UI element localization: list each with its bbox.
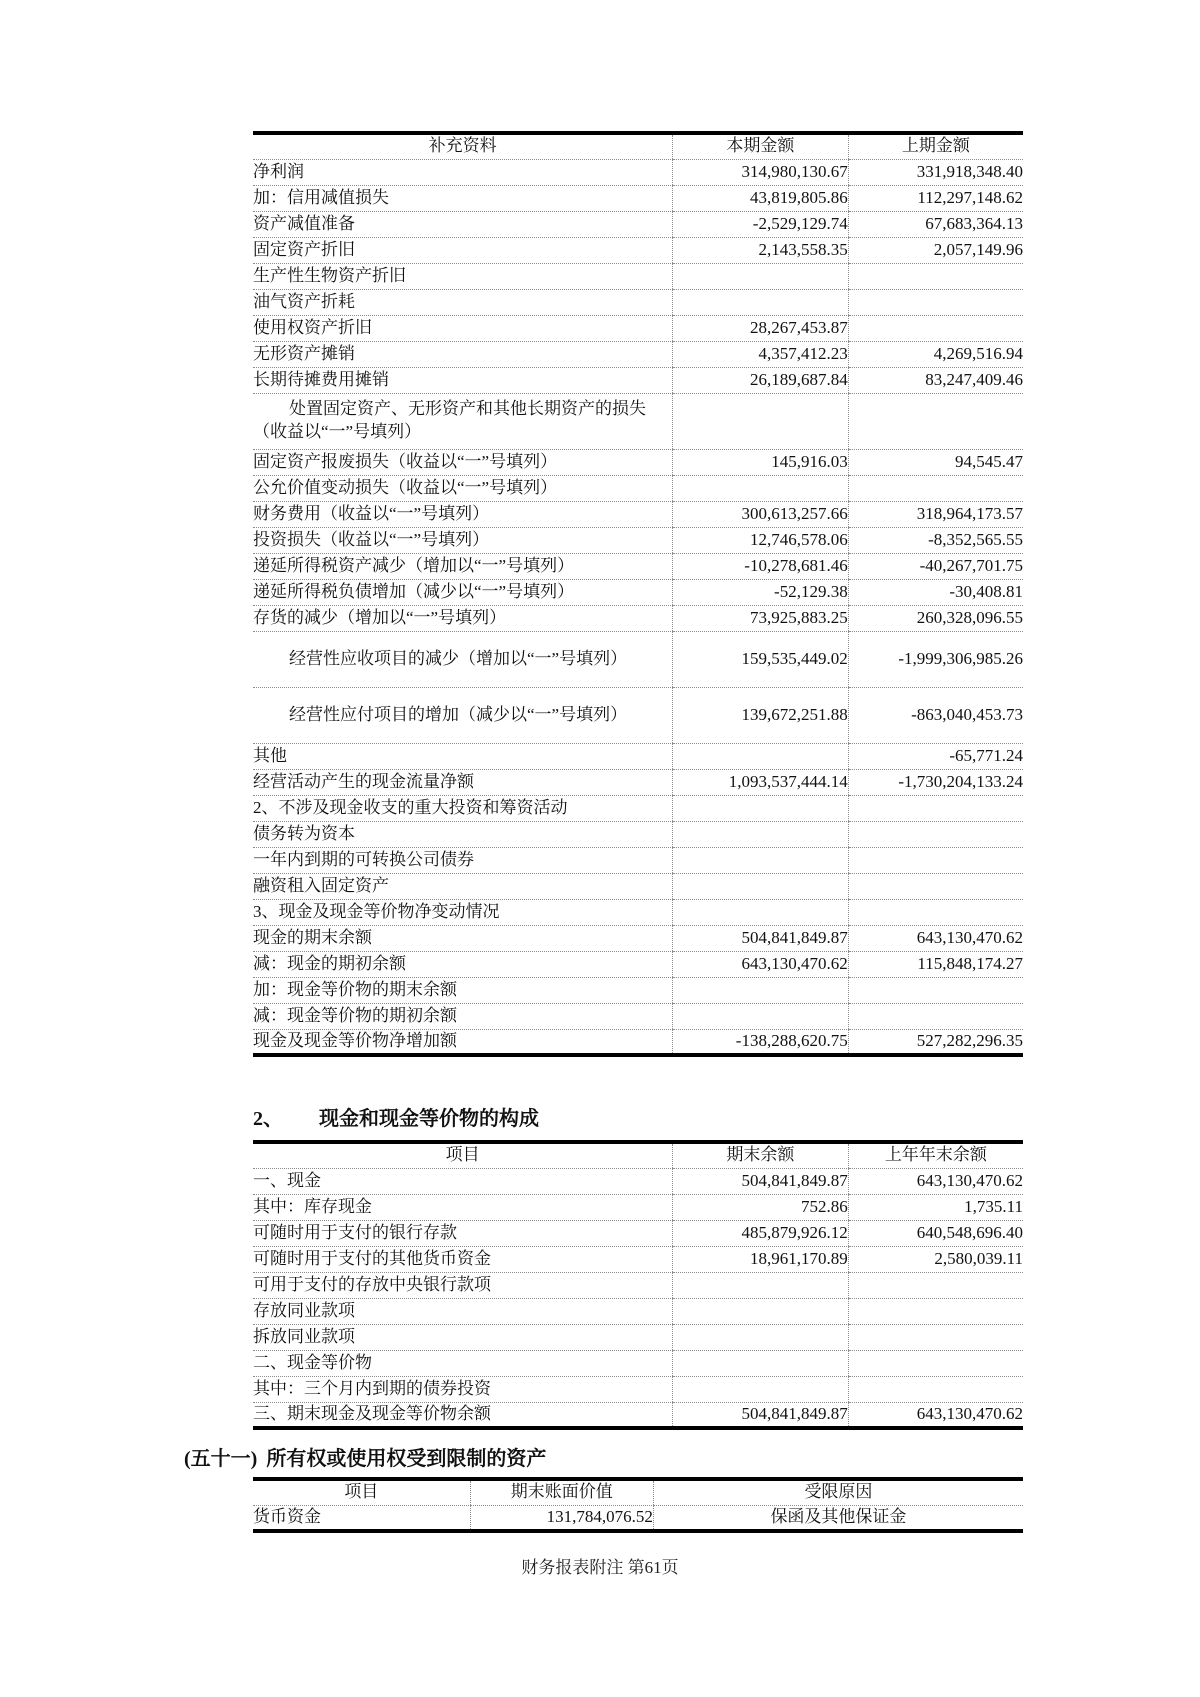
row-value-cell: 4,357,412.23 xyxy=(673,341,849,367)
row-value-cell: -30,408.81 xyxy=(848,579,1023,605)
row-value-cell xyxy=(848,393,1023,449)
row-value-cell: 643,130,470.62 xyxy=(848,1168,1023,1194)
table-body xyxy=(253,159,1023,1055)
row-value-cell: -1,730,204,133.24 xyxy=(848,769,1023,795)
row-value-cell: 83,247,409.46 xyxy=(848,367,1023,393)
row-label-cell: 债务转为资本 xyxy=(253,821,673,847)
row-label-cell: 公允价值变动损失（收益以“一”号填列） xyxy=(253,475,673,501)
supplementary-cash-flow-table xyxy=(253,131,1023,1057)
row-value-cell: 159,535,449.02 xyxy=(673,631,849,687)
section-51-title-text: 所有权或使用权受到限制的资产 xyxy=(266,1448,547,1470)
row-label-cell: 现金的期末余额 xyxy=(253,925,673,951)
header-prior-amount: 上期金额 xyxy=(848,133,1023,159)
row-value-cell: -8,352,565.55 xyxy=(848,527,1023,553)
table-body xyxy=(253,1505,1023,1531)
row-value-cell xyxy=(673,1003,849,1029)
row-value-cell xyxy=(673,1298,849,1324)
table-row xyxy=(253,873,1023,899)
header-restriction-reason: 受限原因 xyxy=(653,1479,1023,1505)
row-label-cell: 经营性应收项目的减少（增加以“一”号填列） xyxy=(253,631,673,687)
row-value-cell: 1,093,537,444.14 xyxy=(673,769,849,795)
page-footer: 财务报表附注 第61页 xyxy=(521,1558,679,1577)
table-row xyxy=(253,1350,1023,1376)
row-value-cell: -863,040,453.73 xyxy=(848,687,1023,743)
row-value-cell xyxy=(673,1324,849,1350)
section-2-number: 2、 xyxy=(253,1108,283,1130)
row-value-cell: 139,672,251.88 xyxy=(673,687,849,743)
header-item: 项目 xyxy=(253,1142,673,1168)
row-label-cell: 处置固定资产、无形资产和其他长期资产的损失（收益以“一”号填列） xyxy=(253,393,673,449)
row-value-cell: 112,297,148.62 xyxy=(848,185,1023,211)
row-value-cell xyxy=(848,475,1023,501)
table-row xyxy=(253,1376,1023,1402)
table-row xyxy=(253,743,1023,769)
row-value-cell: 504,841,849.87 xyxy=(673,1402,849,1428)
table-row xyxy=(253,1168,1023,1194)
header-ending-balance: 期末余额 xyxy=(673,1142,849,1168)
row-label-cell: 固定资产折旧 xyxy=(253,237,673,263)
table-row xyxy=(253,1402,1023,1428)
table-row xyxy=(253,315,1023,341)
row-value-cell xyxy=(848,847,1023,873)
row-label-cell: 其他 xyxy=(253,743,673,769)
header-item: 项目 xyxy=(253,1479,470,1505)
table-row xyxy=(253,237,1023,263)
row-label-cell: 一、现金 xyxy=(253,1168,673,1194)
row-value-cell: 73,925,883.25 xyxy=(673,605,849,631)
row-value-cell: 保函及其他保证金 xyxy=(653,1505,1023,1531)
row-label-cell: 递延所得税负债增加（减少以“一”号填列） xyxy=(253,579,673,605)
table-row xyxy=(253,1220,1023,1246)
row-value-cell xyxy=(673,393,849,449)
row-label-cell: 投资损失（收益以“一”号填列） xyxy=(253,527,673,553)
row-label-cell: 三、期末现金及现金等价物余额 xyxy=(253,1403,491,1423)
row-label-cell: 融资租入固定资产 xyxy=(253,873,673,899)
header-row xyxy=(253,133,1023,159)
row-value-cell: -52,129.38 xyxy=(673,579,849,605)
table-row xyxy=(253,821,1023,847)
row-value-cell xyxy=(848,1003,1023,1029)
row-label-cell: 递延所得税资产减少（增加以“一”号填列） xyxy=(253,553,673,579)
row-value-cell: 527,282,296.35 xyxy=(848,1029,1023,1055)
row-value-cell: 43,819,805.86 xyxy=(673,185,849,211)
row-value-cell: 4,269,516.94 xyxy=(848,341,1023,367)
row-value-cell xyxy=(848,1272,1023,1298)
table-row xyxy=(253,289,1023,315)
row-value-cell xyxy=(848,899,1023,925)
row-label-cell: 固定资产报废损失（收益以“一”号填列） xyxy=(253,449,673,475)
table-body xyxy=(253,1168,1023,1428)
row-label-cell: 拆放同业款项 xyxy=(253,1324,673,1350)
table-row xyxy=(253,393,1023,449)
row-value-cell: 314,980,130.67 xyxy=(673,159,849,185)
row-value-cell xyxy=(848,977,1023,1003)
table-header xyxy=(253,1479,1023,1505)
row-value-cell xyxy=(673,977,849,1003)
table-row xyxy=(253,951,1023,977)
row-value-cell: 2,057,149.96 xyxy=(848,237,1023,263)
table-row xyxy=(253,847,1023,873)
table-row xyxy=(253,925,1023,951)
row-value-cell: -40,267,701.75 xyxy=(848,553,1023,579)
row-value-cell: 331,918,348.40 xyxy=(848,159,1023,185)
cash-composition-table xyxy=(253,1140,1023,1430)
row-value-cell: 260,328,096.55 xyxy=(848,605,1023,631)
table-row xyxy=(253,977,1023,1003)
table-row xyxy=(253,1194,1023,1220)
row-value-cell: 1,735.11 xyxy=(848,1194,1023,1220)
table-row xyxy=(253,185,1023,211)
table-row xyxy=(253,1029,1023,1055)
row-label-cell: 加：现金等价物的期末余额 xyxy=(253,977,673,1003)
row-label-cell: 长期待摊费用摊销 xyxy=(253,367,673,393)
header-row xyxy=(253,1142,1023,1168)
row-value-cell: 752.86 xyxy=(673,1194,849,1220)
row-value-cell xyxy=(848,1350,1023,1376)
table-row xyxy=(253,341,1023,367)
row-value-cell xyxy=(673,1376,849,1402)
row-label-cell: 资产减值准备 xyxy=(253,211,673,237)
table-row xyxy=(253,263,1023,289)
row-label-cell: 加：信用减值损失 xyxy=(253,185,673,211)
header-ending-book-value: 期末账面价值 xyxy=(470,1479,653,1505)
row-label-cell: 油气资产折耗 xyxy=(253,289,673,315)
row-label-cell: 二、现金等价物 xyxy=(253,1350,673,1376)
row-value-cell: 115,848,174.27 xyxy=(848,951,1023,977)
row-value-cell: 640,548,696.40 xyxy=(848,1220,1023,1246)
row-value-cell: -1,999,306,985.26 xyxy=(848,631,1023,687)
row-label-cell: 其中：库存现金 xyxy=(253,1194,673,1220)
row-label-cell: 使用权资产折旧 xyxy=(253,315,673,341)
row-label-cell: 3、现金及现金等价物净变动情况 xyxy=(253,899,673,925)
table-row xyxy=(253,553,1023,579)
row-value-cell xyxy=(848,1324,1023,1350)
header-prior-year-end-balance: 上年年末余额 xyxy=(848,1142,1023,1168)
row-value-cell xyxy=(673,899,849,925)
row-label-cell: 一年内到期的可转换公司债券 xyxy=(253,847,673,873)
row-value-cell xyxy=(673,821,849,847)
row-value-cell: 28,267,453.87 xyxy=(673,315,849,341)
table-row xyxy=(253,449,1023,475)
table-row xyxy=(253,1246,1023,1272)
row-value-cell: 67,683,364.13 xyxy=(848,211,1023,237)
row-value-cell xyxy=(848,873,1023,899)
row-value-cell xyxy=(673,475,849,501)
row-label-cell: 可随时用于支付的其他货币资金 xyxy=(253,1246,673,1272)
row-label-cell: 其中：三个月内到期的债券投资 xyxy=(253,1376,673,1402)
row-value-cell: 318,964,173.57 xyxy=(848,501,1023,527)
row-label-cell: 财务费用（收益以“一”号填列） xyxy=(253,501,673,527)
row-value-cell: 26,189,687.84 xyxy=(673,367,849,393)
table-header xyxy=(253,133,1023,159)
table-row xyxy=(253,1324,1023,1350)
row-value-cell: 504,841,849.87 xyxy=(673,1168,849,1194)
row-value-cell: 300,613,257.66 xyxy=(673,501,849,527)
row-value-cell xyxy=(848,315,1023,341)
restricted-assets-table xyxy=(253,1477,1023,1533)
row-label-cell: 可用于支付的存放中央银行款项 xyxy=(253,1272,673,1298)
table-header xyxy=(253,1142,1023,1168)
row-value-cell xyxy=(848,795,1023,821)
table-row xyxy=(253,501,1023,527)
row-value-cell: 2,580,039.11 xyxy=(848,1246,1023,1272)
row-label-cell: 经营性应付项目的增加（减少以“一”号填列） xyxy=(253,687,673,743)
row-label-cell: 无形资产摊销 xyxy=(253,341,673,367)
row-label-cell: 减：现金等价物的期初余额 xyxy=(253,1003,673,1029)
row-value-cell xyxy=(848,1298,1023,1324)
row-value-cell: -2,529,129.74 xyxy=(673,211,849,237)
row-value-cell xyxy=(848,821,1023,847)
row-value-cell xyxy=(848,1376,1023,1402)
row-value-cell: 18,961,170.89 xyxy=(673,1246,849,1272)
row-value-cell: 504,841,849.87 xyxy=(673,925,849,951)
table-row xyxy=(253,527,1023,553)
section-51-heading xyxy=(184,1442,546,1471)
section-51-number: (五十一) xyxy=(184,1448,258,1470)
header-current-amount: 本期金额 xyxy=(673,133,849,159)
table-row xyxy=(253,1272,1023,1298)
table-row xyxy=(253,795,1023,821)
row-value-cell xyxy=(673,795,849,821)
row-value-cell: 643,130,470.62 xyxy=(848,1402,1023,1428)
row-value-cell xyxy=(848,289,1023,315)
row-label-cell: 货币资金 xyxy=(253,1506,321,1526)
header-supplementary-info: 补充资料 xyxy=(253,133,673,159)
row-value-cell xyxy=(673,847,849,873)
row-value-cell: 643,130,470.62 xyxy=(673,951,849,977)
row-value-cell: 94,545.47 xyxy=(848,449,1023,475)
table-row xyxy=(253,769,1023,795)
row-value-cell: 12,746,578.06 xyxy=(673,527,849,553)
table-row xyxy=(253,475,1023,501)
row-label-cell: 减：现金的期初余额 xyxy=(253,951,673,977)
table-row xyxy=(253,899,1023,925)
table-row xyxy=(253,367,1023,393)
row-label-cell: 存货的减少（增加以“一”号填列） xyxy=(253,605,673,631)
table-row xyxy=(253,211,1023,237)
row-value-cell xyxy=(673,263,849,289)
row-value-cell: -138,288,620.75 xyxy=(673,1029,849,1055)
row-value-cell xyxy=(848,263,1023,289)
table-row xyxy=(253,1003,1023,1029)
row-value-cell: 485,879,926.12 xyxy=(673,1220,849,1246)
row-value-cell xyxy=(673,1350,849,1376)
table-row xyxy=(253,631,1023,687)
row-value-cell xyxy=(673,743,849,769)
row-label-cell: 生产性生物资产折旧 xyxy=(253,263,673,289)
table-row xyxy=(253,605,1023,631)
row-label-cell: 存放同业款项 xyxy=(253,1298,673,1324)
table-row xyxy=(253,687,1023,743)
table-row xyxy=(253,1298,1023,1324)
row-value-cell: -10,278,681.46 xyxy=(673,553,849,579)
row-label-cell: 经营活动产生的现金流量净额 xyxy=(253,769,673,795)
section-2-title xyxy=(253,1102,539,1131)
row-value-cell: 643,130,470.62 xyxy=(848,925,1023,951)
table-row xyxy=(253,579,1023,605)
header-row xyxy=(253,1479,1023,1505)
row-label-cell: 现金及现金等价物净增加额 xyxy=(253,1030,457,1050)
table-row xyxy=(253,159,1023,185)
row-label-cell: 2、不涉及现金收支的重大投资和筹资活动 xyxy=(253,795,673,821)
row-value-cell: 2,143,558.35 xyxy=(673,237,849,263)
row-label-cell: 净利润 xyxy=(253,159,673,185)
table-row xyxy=(253,1505,1023,1531)
row-value-cell: 145,916.03 xyxy=(673,449,849,475)
row-value-cell: 131,784,076.52 xyxy=(470,1505,653,1531)
row-value-cell xyxy=(673,873,849,899)
row-value-cell: -65,771.24 xyxy=(848,743,1023,769)
section-2-title-text: 现金和现金等价物的构成 xyxy=(319,1108,539,1130)
row-value-cell xyxy=(673,289,849,315)
row-label-cell: 可随时用于支付的银行存款 xyxy=(253,1220,673,1246)
row-value-cell xyxy=(673,1272,849,1298)
